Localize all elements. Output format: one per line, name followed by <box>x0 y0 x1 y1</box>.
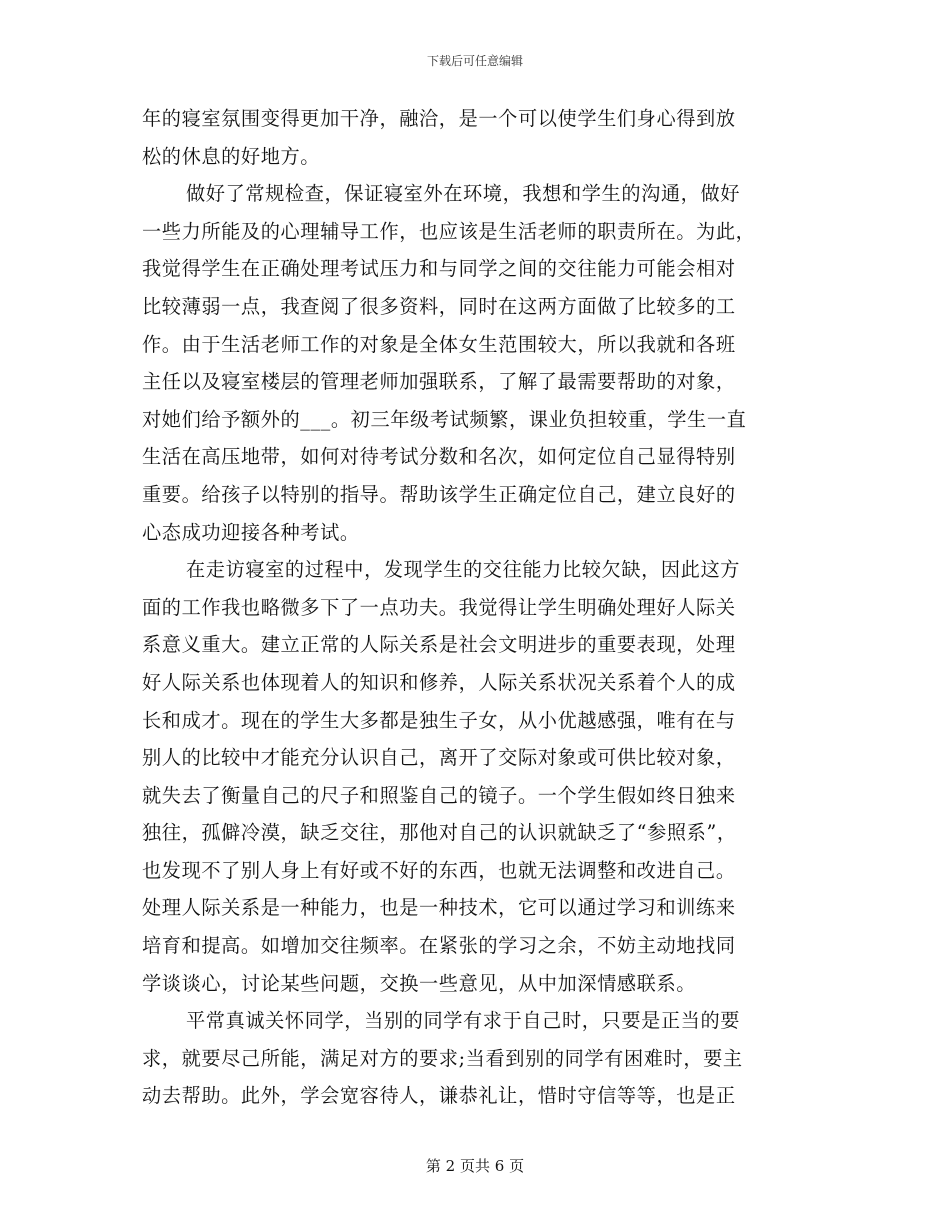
text-line: 一些力所能及的心理辅导工作，也应该是生活老师的职责所在。为此， <box>142 219 756 243</box>
text-line: 求，就要尽己所能，满足对方的要求;当看到别的同学有困难时，要主 <box>142 1046 743 1070</box>
text-line: 系意义重大。建立正常的人际关系是社会文明进步的重要表现，处理 <box>142 633 736 657</box>
page-header: 下载后可任意编辑 <box>426 54 523 68</box>
text-line: 我觉得学生在正确处理考试压力和与同学之间的交往能力可能会相对 <box>142 257 736 281</box>
text-line: 长和成才。现在的学生大多都是独生子女，从小优越感强，唯有在与 <box>142 708 736 732</box>
text-line: 生活在高压地带，如何对待考试分数和名次，如何定位自己显得特别 <box>142 445 736 469</box>
page-number: 第 2 页共 6 页 <box>425 1157 525 1175</box>
text-line: 做好了常规检查，保证寝室外在环境，我想和学生的沟通，做好 <box>186 182 741 206</box>
text-line: 主任以及寝室楼层的管理老师加强联系，了解了最需要帮助的对象， <box>142 370 736 394</box>
document-body <box>142 100 807 1115</box>
text-line: 对她们给予额外的___。初三年级考试频繁，课业负担较重，学生一直 <box>142 407 747 431</box>
text-line: 重要。给孩子以特别的指导。帮助该学生正确定位自己，建立良好的 <box>142 482 736 506</box>
text-line: 动去帮助。此外，学会宽容待人，谦恭礼让，惜时守信等等，也是正 <box>142 1084 736 1108</box>
text-line: 在走访寝室的过程中，发现学生的交往能力比较欠缺，因此这方 <box>186 558 741 582</box>
text-line: 平常真诚关怀同学，当别的同学有求于自己时，只要是正当的要 <box>186 1009 741 1033</box>
text-line: 处理人际关系是一种能力，也是一种技术，它可以通过学习和训练来 <box>142 896 736 920</box>
text-line: 年的寝室氛围变得更加干净，融洽，是一个可以使学生们身心得到放 <box>142 107 736 130</box>
text-line: 好人际关系也体现着人的知识和修养，人际关系状况关系着个人的成 <box>142 670 736 694</box>
text-line: 学谈谈心，讨论某些问题，交换一些意见，从中加深情感联系。 <box>142 971 697 995</box>
text-line: 松的休息的好地方。 <box>142 144 321 168</box>
text-line: 比较薄弱一点，我查阅了很多资料，同时在这两方面做了比较多的工 <box>142 294 736 318</box>
text-line: 心态成功迎接各种考试。 <box>142 520 360 544</box>
text-line: 作。由于生活老师工作的对象是全体女生范围较大，所以我就和各班 <box>142 332 736 356</box>
text-line: 就失去了衡量自己的尺子和照鉴自己的镜子。一个学生假如终日独来 <box>142 783 736 807</box>
text-line: 面的工作我也略微多下了一点功夫。我觉得让学生明确处理好人际关 <box>142 595 736 619</box>
text-line: 也发现不了别人身上有好或不好的东西，也就无法调整和改进自己。 <box>142 858 736 882</box>
text-line: 培育和提高。如增加交往频率。在紧张的学习之余，不妨主动地找同 <box>142 934 736 958</box>
text-line: 独往，孤僻冷漠，缺乏交往，那他对自己的认识就缺乏了“参照系”， <box>142 821 737 845</box>
text-line: 别人的比较中才能充分认识自己，离开了交际对象或可供比较对象， <box>142 746 736 770</box>
